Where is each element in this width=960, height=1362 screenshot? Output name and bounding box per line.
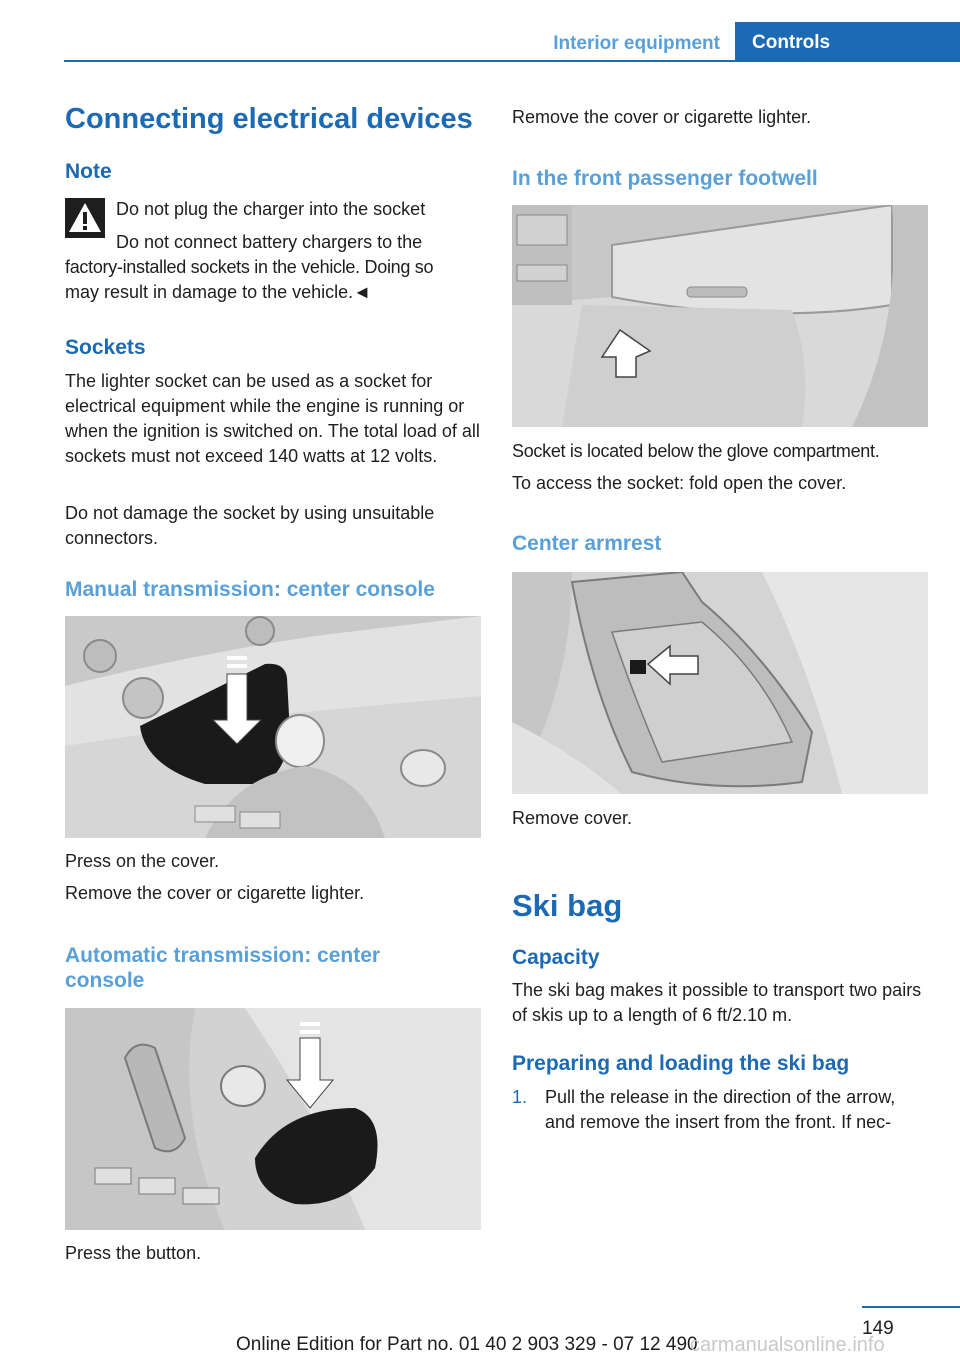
note-line-1: Do not plug the charger into the socket [116, 199, 426, 219]
center-armrest-heading: Center armrest [512, 532, 662, 555]
step-1-number: 1. [512, 1087, 528, 1107]
note-line-3: factory-installed sockets in the vehicle. Doing so [65, 257, 434, 277]
manual-step-press: Press on the cover. [65, 851, 220, 871]
automatic-console-illustration [65, 1008, 481, 1230]
step-1-text-line-2: and remove the insert from the front. If nec- [545, 1112, 892, 1132]
step-1-text-line-1: Pull the release in the direction of the arrow, [545, 1087, 896, 1107]
automatic-step-press: Press the button. [65, 1243, 202, 1263]
front-passenger-heading: In the front passenger footwell [512, 167, 818, 190]
footwell-location-text: Socket is located below the glove compartment. [512, 441, 880, 461]
footer-divider [862, 1306, 960, 1308]
header-divider [64, 60, 960, 62]
note-heading: Note [65, 160, 112, 183]
footwell-illustration [512, 205, 928, 427]
footer-edition-text: Online Edition for Part no. 01 40 2 903 329 - 07 12 490 [236, 1334, 698, 1355]
intro-remove-cover: Remove the cover or cigarette lighter. [512, 107, 812, 127]
header-chapter-tab[interactable]: Controls [735, 22, 960, 62]
footwell-access-text: To access the socket: fold open the cover. [512, 473, 847, 493]
note-line-2: Do not connect battery chargers to the [116, 232, 423, 252]
capacity-paragraph: The ski bag makes it possible to transport two pairs of skis up to a length of 6 ft/2.10 m. [512, 980, 922, 1025]
ski-bag-title: Ski bag [512, 888, 623, 923]
sockets-heading: Sockets [65, 336, 146, 359]
step-1-line-1 [512, 1085, 942, 1110]
warning-triangle-icon [65, 198, 105, 238]
section-title-connecting: Connecting electrical devices [65, 103, 473, 135]
note-line-4: may result in damage to the vehicle.◄ [65, 282, 371, 302]
manual-step-remove: Remove the cover or cigarette lighter. [65, 883, 365, 903]
sockets-paragraph-1: The lighter socket can be used as a socket for electrical equipment while the engine is running or when the ignition is switched on. The total load of all sockets must not exceed 140 watts at 12 volts. [65, 371, 480, 466]
armrest-illustration [512, 572, 928, 794]
watermark-text: carmanualsonline.info [690, 1334, 885, 1356]
capacity-heading: Capacity [512, 946, 600, 969]
manual-console-illustration [65, 616, 481, 838]
manual-transmission-heading: Manual transmission: center console [65, 578, 435, 601]
sockets-paragraph-2: Do not damage the socket by using unsuitable connectors. [65, 503, 435, 548]
automatic-transmission-heading: Automatic transmission: center console [65, 944, 381, 992]
preparing-heading: Preparing and loading the ski bag [512, 1052, 850, 1075]
page-number: 149 [862, 1318, 894, 1339]
header-section-title: Interior equipment [553, 33, 720, 54]
armrest-remove-text: Remove cover. [512, 808, 633, 828]
